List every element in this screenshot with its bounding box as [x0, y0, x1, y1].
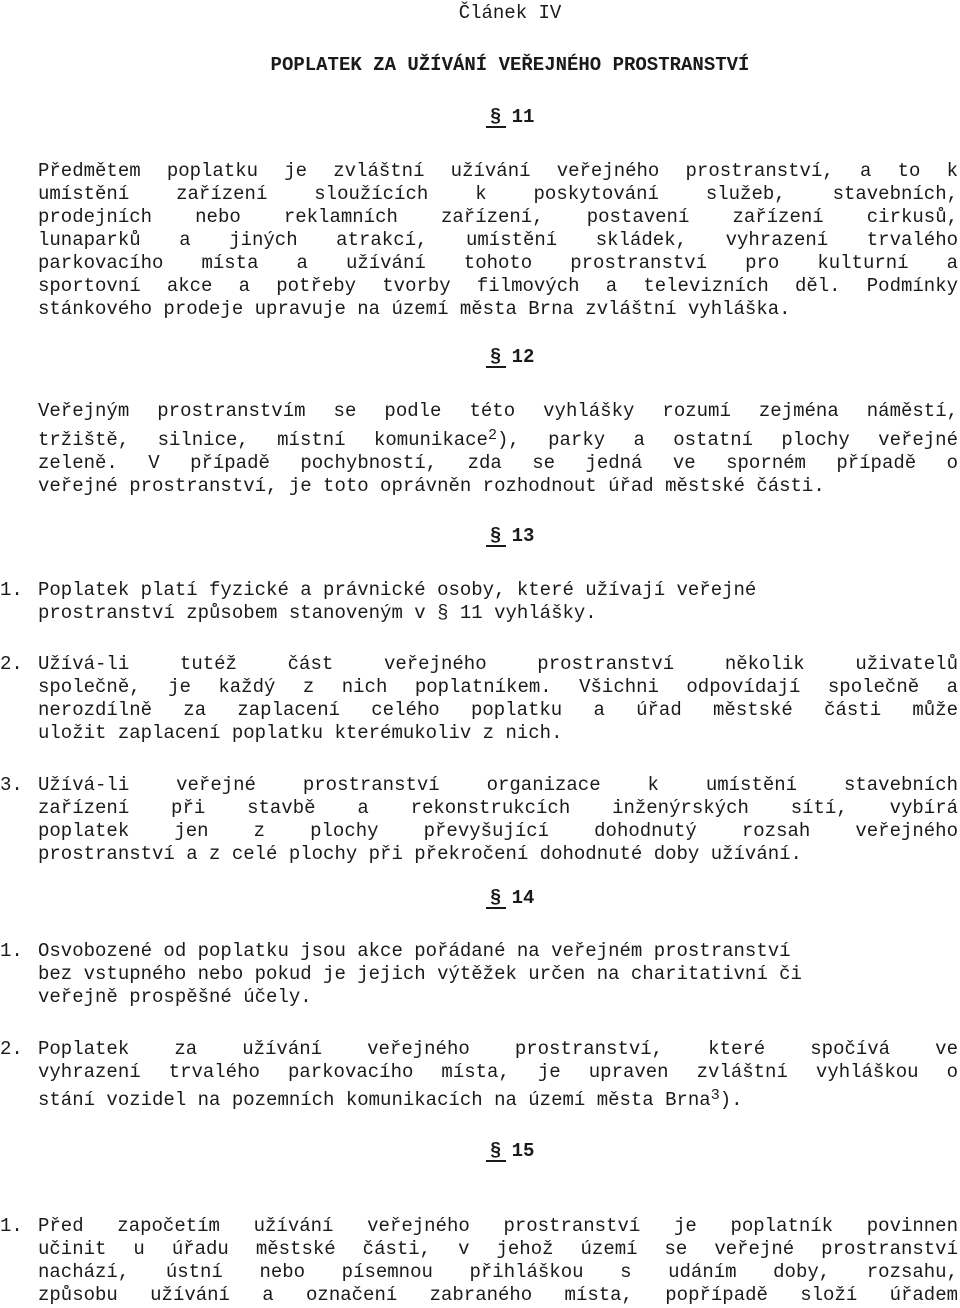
text-line: veřejně prospěšné účely.	[38, 986, 312, 1008]
section-number: 14	[511, 887, 535, 909]
section-12-heading	[0, 346, 960, 368]
footnote-ref: 3	[710, 1087, 720, 1104]
text-line: Poplatek za užívání veřejného prostranství, které spočívá ve	[38, 1038, 958, 1060]
text-line: veřejné prostranství, je toto oprávněn rozhodnout úřad městské části.	[38, 475, 825, 497]
text-fragment: ), parky a ostatní plochy veřejné	[496, 429, 958, 451]
section-symbol: §	[486, 527, 506, 547]
section-11-heading	[0, 106, 960, 128]
text-line: Užívá-li veřejné prostranství organizace k umístění stavebních	[38, 774, 958, 796]
section-number: 13	[511, 525, 535, 547]
section-number: 15	[511, 1140, 535, 1162]
text-line: společně, je každý z nich poplatníkem. Všichni odpovídají společně a	[38, 676, 958, 698]
paragraph-number: 1.	[0, 1215, 23, 1237]
text-line: Osvobozené od poplatku jsou akce pořádané na veřejném prostranství	[38, 940, 791, 962]
section-15-heading	[0, 1140, 960, 1162]
section-symbol: §	[486, 889, 506, 909]
paragraph-number: 3.	[0, 774, 23, 796]
text-line: parkovacího místa a užívání tohoto prostranství pro kulturní a	[38, 252, 958, 274]
section-13-paragraph-1	[38, 579, 958, 625]
text-fragment: tržiště, silnice, místní komunikace	[38, 429, 488, 451]
text-line: zeleně. V případě pochybností, zda se jedná ve sporném případě o	[38, 452, 958, 474]
section-13-paragraph-2	[38, 653, 958, 745]
text-line: bez vstupného nebo pokud je jejich výtěžek určen na charitativní či	[38, 963, 802, 985]
text-line: nachází, ústní nebo písemnou přihláškou s udáním doby, rozsahu,	[38, 1261, 958, 1283]
section-number: 11	[511, 106, 535, 128]
section-14-paragraph-1	[38, 940, 958, 1009]
text-fragment: ).	[719, 1089, 743, 1111]
footnote-ref: 2	[487, 427, 497, 444]
section-symbol: §	[486, 1142, 506, 1162]
text-line: uložit zaplacení poplatku kterémukoliv z nich.	[38, 722, 563, 744]
section-13-paragraph-3	[38, 774, 958, 866]
paragraph-number: 2.	[0, 1038, 23, 1060]
text-line: Užívá-li tutéž část veřejného prostranství několik uživatelů	[38, 653, 958, 675]
text-line: učinit u úřadu městské části, v jehož území se veřejné prostranství	[38, 1238, 958, 1260]
paragraph-number: 1.	[0, 579, 23, 601]
document-title: POPLATEK ZA UŽÍVÁNÍ VEŘEJNÉHO PROSTRANSTVÍ	[270, 54, 750, 76]
section-14-paragraph-2	[38, 1038, 958, 1116]
text-line: lunaparků a jiných atrakcí, umístění skládek, vyhrazení trvalého	[38, 229, 958, 251]
article-heading: Článek IV	[458, 2, 562, 24]
section-symbol: §	[486, 108, 506, 128]
text-line: nerozdílně za zaplacení celého poplatku a úřad městské části může	[38, 699, 958, 721]
text-fragment: stání vozidel na pozemních komunikacích na území města Brna	[38, 1089, 711, 1111]
text-line: prostranství způsobem stanoveným v § 11 vyhlášky.	[38, 602, 597, 624]
section-13-heading	[0, 525, 960, 547]
text-line: Před započetím užívání veřejného prostranství je poplatník povinnen	[38, 1215, 958, 1237]
section-12-text	[38, 400, 958, 498]
section-14-heading	[0, 887, 960, 909]
text-line: umístění zařízení sloužících k poskytování služeb, stavebních,	[38, 183, 958, 205]
text-line: Předmětem poplatku je zvláštní užívání veřejného prostranství, a to k	[38, 160, 958, 182]
text-line: způsobu užívání a označení zabraného místa, popřípadě složí úřadem	[38, 1284, 958, 1306]
text-line: vyhrazení trvalého parkovacího místa, je upraven zvláštní vyhláškou o	[38, 1061, 958, 1083]
paragraph-number: 1.	[0, 940, 23, 962]
text-line: stánkového prodeje upravuje na území města Brna zvláštní vyhláška.	[38, 298, 791, 320]
section-11-text	[38, 160, 958, 321]
text-line: prostranství a z celé plochy při překročení dohodnuté doby užívání.	[38, 843, 802, 865]
paragraph-number: 2.	[0, 653, 23, 675]
text-line: sportovní akce a potřeby tvorby filmových a televizních děl. Podmínky	[38, 275, 958, 297]
text-line: Poplatek platí fyzické a právnické osoby, které užívají veřejné	[38, 579, 757, 601]
section-15-paragraph-1	[38, 1215, 958, 1307]
text-line: Veřejným prostranstvím se podle této vyhlášky rozumí zejména náměstí,	[38, 400, 958, 422]
text-line: prodejních nebo reklamních zařízení, postavení zařízení cirkusů,	[38, 206, 958, 228]
text-line: poplatek jen z plochy převyšující dohodnutý rozsah veřejného	[38, 820, 958, 842]
text-line	[38, 427, 958, 452]
text-line	[38, 1084, 958, 1116]
section-symbol: §	[486, 348, 506, 368]
text-line: zařízení při stavbě a rekonstrukcích inženýrských sítí, vybírá	[38, 797, 958, 819]
section-number: 12	[511, 346, 535, 368]
